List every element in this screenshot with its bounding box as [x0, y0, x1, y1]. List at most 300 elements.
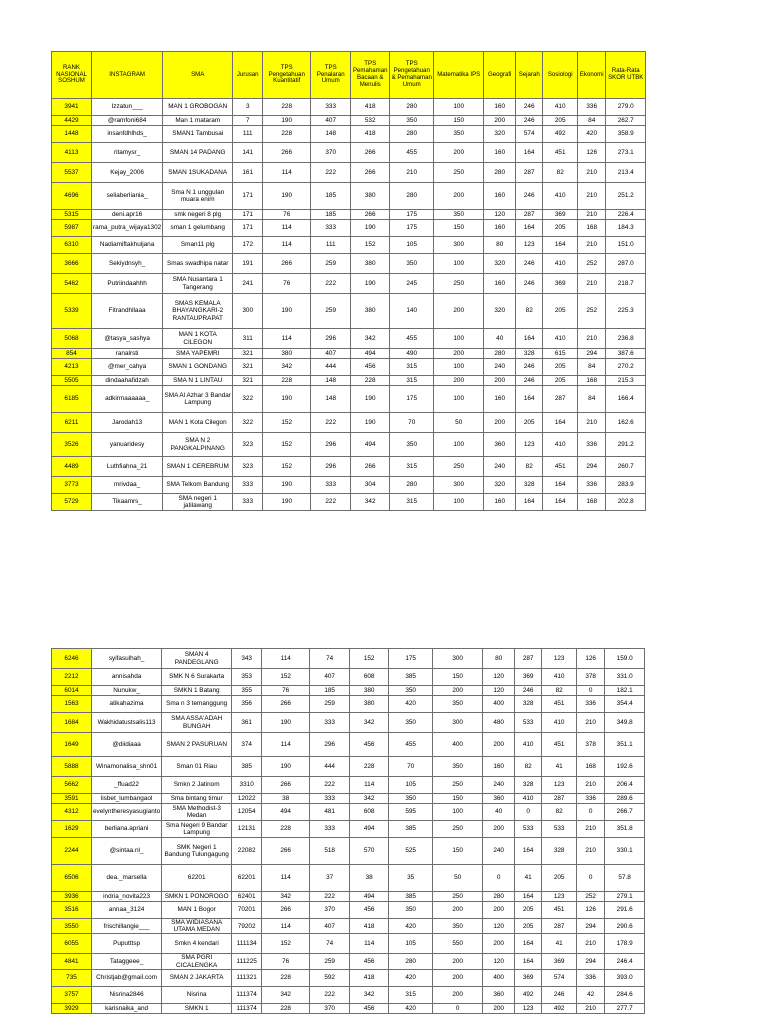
- cell-tps-pk: 228: [263, 126, 311, 143]
- cell-sejarah: 205: [515, 902, 542, 919]
- cell-sosiologi: 492: [543, 126, 578, 143]
- cell-school: SMAN 2 PASURUAN: [162, 733, 232, 757]
- table-row: [52, 649, 645, 669]
- cell-school: sman 1 gelumbang: [163, 220, 233, 237]
- cell-matematika-ips: 200: [433, 969, 483, 986]
- cell-tps-pk: 190: [263, 477, 311, 494]
- cell-instagram: rama_putra_wijaya1302: [92, 220, 163, 237]
- cell-geografi: 120: [483, 919, 515, 934]
- cell-school: SMAN 1 GONDANG: [163, 359, 233, 376]
- cell-geografi: 120: [484, 210, 516, 220]
- cell-sejarah: 533: [515, 821, 542, 838]
- cell-average-score: 213.4: [606, 163, 646, 183]
- cell-geografi: 280: [484, 349, 516, 359]
- cell-jurusan: 343: [232, 649, 262, 669]
- cell-tps-pu: 185: [310, 686, 350, 696]
- cell-matematika-ips: 200: [434, 294, 484, 329]
- cell-tps-pu: 74: [310, 649, 350, 669]
- cell-matematika-ips: 300: [433, 713, 483, 733]
- cell-tps-pu: 407: [311, 116, 351, 126]
- cell-tps-ppu: 280: [390, 99, 434, 116]
- cell-ekonomi: 168: [578, 494, 606, 511]
- cell-ekonomi: 336: [577, 794, 605, 804]
- cell-sosiologi: 533: [542, 821, 577, 838]
- column-header-ekonomi: Ekonomi: [578, 52, 606, 99]
- cell-jurusan: 62201: [232, 865, 262, 892]
- cell-rank: 4113: [52, 143, 92, 163]
- cell-average-score: 273.1: [606, 143, 646, 163]
- cell-average-score: 225.3: [606, 294, 646, 329]
- cell-tps-ppu: 175: [390, 386, 434, 413]
- table-row: [52, 116, 646, 126]
- cell-school: MAN 1 Bogor: [162, 902, 232, 919]
- cell-ekonomi: 126: [578, 143, 606, 163]
- cell-average-score: 184.3: [606, 220, 646, 237]
- cell-sejarah: 246: [516, 359, 543, 376]
- cell-tps-pk: 266: [263, 143, 311, 163]
- cell-matematika-ips: 300: [433, 649, 483, 669]
- cell-rank: 4696: [52, 183, 92, 210]
- cell-tps-ppu: 315: [390, 376, 434, 386]
- cell-tps-ppu: 315: [389, 986, 433, 1003]
- cell-tps-pu: 148: [311, 386, 351, 413]
- cell-sosiologi: 287: [543, 386, 578, 413]
- cell-tps-pu: 333: [311, 99, 351, 116]
- cell-tps-pk: 190: [263, 183, 311, 210]
- table-row: [52, 713, 645, 733]
- cell-geografi: 200: [484, 116, 516, 126]
- cell-matematika-ips: 100: [434, 494, 484, 511]
- cell-ekonomi: 378: [577, 733, 605, 757]
- cell-jurusan: 353: [232, 669, 262, 686]
- cell-jurusan: 141: [233, 143, 263, 163]
- cell-school: SMAN1 Tambusai: [163, 126, 233, 143]
- table-row: [52, 838, 645, 865]
- column-header-tps-pu: TPS Penalaran Umum: [311, 52, 351, 99]
- column-header-tps-pk: TPS Pengetahuan Kuantitatif: [263, 52, 311, 99]
- cell-tps-ppu: 455: [389, 733, 433, 757]
- cell-sejarah: 246: [516, 254, 543, 274]
- cell-instagram: seliaberliania_: [92, 183, 163, 210]
- cell-geografi: 360: [483, 794, 515, 804]
- cell-rank: 3936: [52, 892, 92, 902]
- cell-sosiologi: 205: [543, 294, 578, 329]
- cell-jurusan: 323: [233, 457, 263, 477]
- cell-instagram: Luthfiahna_21: [92, 457, 163, 477]
- cell-tps-pk: 190: [263, 386, 311, 413]
- cell-tps-pu: 296: [310, 733, 350, 757]
- cell-sejarah: 205: [515, 919, 542, 934]
- cell-sejarah: 164: [515, 934, 542, 954]
- cell-tps-pu: 259: [310, 696, 350, 713]
- cell-ekonomi: 126: [577, 902, 605, 919]
- cell-sosiologi: 410: [543, 183, 578, 210]
- cell-rank: 1563: [52, 696, 92, 713]
- cell-geografi: 200: [483, 902, 515, 919]
- cell-jurusan: 321: [233, 359, 263, 376]
- cell-tps-pu: 407: [310, 919, 350, 934]
- cell-tps-ppu: 245: [390, 274, 434, 294]
- cell-school: SMA ASSA'ADAH BUNGAH: [162, 713, 232, 733]
- cell-tps-pk: 114: [263, 237, 311, 254]
- cell-sosiologi: 451: [542, 902, 577, 919]
- cell-rank: 6055: [52, 934, 92, 954]
- cell-instagram: Jarodah13: [92, 413, 163, 433]
- cell-sejarah: 82: [516, 294, 543, 329]
- cell-matematika-ips: 300: [434, 237, 484, 254]
- cell-tps-pu: 333: [310, 794, 350, 804]
- table-row: [52, 696, 645, 713]
- cell-sosiologi: 615: [543, 349, 578, 359]
- cell-ekonomi: 210: [578, 329, 606, 349]
- cell-tps-pbm: 418: [351, 126, 390, 143]
- cell-sosiologi: 410: [543, 433, 578, 457]
- cell-matematika-ips: 100: [434, 386, 484, 413]
- table-row: [52, 494, 646, 511]
- cell-sejarah: 164: [516, 220, 543, 237]
- cell-rank: 4429: [52, 116, 92, 126]
- cell-instagram: @diidiaaa: [92, 733, 162, 757]
- cell-tps-pbm: 418: [351, 99, 390, 116]
- cell-average-score: 358.9: [606, 126, 646, 143]
- cell-instagram: Wakhidatustsalis113: [92, 713, 162, 733]
- column-header-sosiologi: Sosiologi: [543, 52, 578, 99]
- cell-average-score: 218.7: [606, 274, 646, 294]
- table-row: [52, 220, 646, 237]
- cell-tps-ppu: 280: [390, 183, 434, 210]
- cell-instagram: @ramfoni684: [92, 116, 163, 126]
- cell-geografi: 200: [483, 821, 515, 838]
- cell-instagram: _ffuad22: [92, 777, 162, 794]
- cell-tps-pk: 114: [262, 649, 310, 669]
- table-row: [52, 821, 645, 838]
- cell-tps-pu: 37: [310, 865, 350, 892]
- cell-sosiologi: 451: [542, 696, 577, 713]
- cell-tps-ppu: 105: [390, 237, 434, 254]
- cell-geografi: 80: [484, 237, 516, 254]
- cell-instagram: Tataggeee_: [92, 954, 162, 969]
- cell-sosiologi: 164: [543, 477, 578, 494]
- cell-tps-pbm: 342: [350, 794, 389, 804]
- cell-tps-pk: 114: [262, 733, 310, 757]
- cell-average-score: 351.8: [605, 821, 645, 838]
- cell-tps-pbm: 342: [351, 494, 390, 511]
- cell-geografi: 160: [484, 99, 516, 116]
- table-row: [52, 457, 646, 477]
- cell-matematika-ips: 200: [434, 376, 484, 386]
- header-row: [52, 52, 646, 99]
- cell-sejarah: 82: [516, 457, 543, 477]
- cell-tps-pbm: 570: [350, 838, 389, 865]
- cell-school: MAN 1 Kota Cilegon: [163, 413, 233, 433]
- cell-matematika-ips: 350: [433, 757, 483, 777]
- cell-jurusan: 3: [233, 99, 263, 116]
- cell-sejarah: 287: [516, 163, 543, 183]
- cell-rank: 5537: [52, 163, 92, 183]
- cell-school: SMKN 1: [162, 1003, 232, 1013]
- cell-tps-pbm: 380: [350, 686, 389, 696]
- cell-matematika-ips: 350: [434, 210, 484, 220]
- cell-tps-ppu: 350: [389, 713, 433, 733]
- cell-matematika-ips: 100: [434, 359, 484, 376]
- cell-sejarah: 246: [516, 183, 543, 210]
- cell-instagram: lisbet_lumbangaol: [92, 794, 162, 804]
- table-row: [52, 794, 645, 804]
- cell-tps-pk: 228: [262, 969, 310, 986]
- cell-matematika-ips: 150: [433, 794, 483, 804]
- cell-sosiologi: 369: [543, 274, 578, 294]
- cell-ekonomi: 378: [577, 669, 605, 686]
- cell-sejarah: 246: [516, 116, 543, 126]
- table-row: [52, 669, 645, 686]
- cell-school: SMA Methodist-3 Medan: [162, 804, 232, 821]
- table-row: [52, 757, 645, 777]
- cell-average-score: 251.2: [606, 183, 646, 210]
- cell-matematika-ips: 200: [433, 986, 483, 1003]
- cell-tps-ppu: 315: [390, 359, 434, 376]
- cell-school: SMK N 6 Surakarta: [162, 669, 232, 686]
- cell-geografi: 160: [484, 386, 516, 413]
- table-row: [52, 919, 645, 934]
- table-row: [52, 413, 646, 433]
- cell-sejarah: 123: [516, 433, 543, 457]
- cell-rank: 4489: [52, 457, 92, 477]
- cell-tps-ppu: 210: [390, 163, 434, 183]
- cell-tps-pk: 190: [262, 757, 310, 777]
- cell-school: 62201: [162, 865, 232, 892]
- table-row: [52, 359, 646, 376]
- cell-instagram: deni.apr16: [92, 210, 163, 220]
- cell-tps-pk: 152: [263, 457, 311, 477]
- cell-tps-pbm: 228: [350, 757, 389, 777]
- cell-average-score: 289.6: [605, 794, 645, 804]
- cell-average-score: 291.6: [605, 902, 645, 919]
- table-row: [52, 934, 645, 954]
- cell-tps-ppu: 420: [389, 1003, 433, 1013]
- cell-school: SMA N 2 PANGKALPINANG: [163, 433, 233, 457]
- cell-school: SMK Negeri 1 Bandung Tulungagung: [162, 838, 232, 865]
- cell-rank: 5505: [52, 376, 92, 386]
- cell-tps-pbm: 152: [350, 649, 389, 669]
- cell-tps-pbm: 380: [351, 294, 390, 329]
- cell-sosiologi: 410: [543, 99, 578, 116]
- cell-ekonomi: 336: [578, 433, 606, 457]
- cell-geografi: 200: [483, 934, 515, 954]
- cell-sosiologi: 287: [542, 794, 577, 804]
- cell-tps-pbm: 190: [351, 220, 390, 237]
- cell-geografi: 120: [483, 954, 515, 969]
- cell-sejarah: 328: [516, 477, 543, 494]
- cell-tps-pbm: 494: [350, 821, 389, 838]
- cell-tps-pk: 190: [263, 294, 311, 329]
- cell-instagram: evelyntheresyasugianto: [92, 804, 162, 821]
- cell-instagram: Nisrina2846: [92, 986, 162, 1003]
- column-header-tps-ppu: TPS Pengetahuan & Pemahaman Umum: [390, 52, 434, 99]
- cell-sosiologi: 246: [542, 986, 577, 1003]
- cell-rank: 5339: [52, 294, 92, 329]
- cell-matematika-ips: 250: [434, 274, 484, 294]
- cell-school: SMA Al Azhar 3 Bandar Lampung: [163, 386, 233, 413]
- cell-rank: 5662: [52, 777, 92, 794]
- cell-school: SMAN 2 JAKARTA: [162, 969, 232, 986]
- cell-jurusan: 161: [233, 163, 263, 183]
- cell-sosiologi: 164: [543, 494, 578, 511]
- cell-ekonomi: 210: [578, 413, 606, 433]
- table-row: [52, 477, 646, 494]
- cell-tps-ppu: 385: [389, 892, 433, 902]
- cell-tps-pk: 266: [262, 838, 310, 865]
- cell-tps-pbm: 494: [351, 349, 390, 359]
- cell-instagram: karisnaika_and: [92, 1003, 162, 1013]
- cell-ekonomi: 168: [578, 376, 606, 386]
- cell-ekonomi: 252: [578, 254, 606, 274]
- column-header-matematika-ips: Matematika IPS: [434, 52, 484, 99]
- cell-instagram: yanuaridesy: [92, 433, 163, 457]
- cell-average-score: 166.4: [606, 386, 646, 413]
- cell-school: SMAN 4 PANDEGLANG: [162, 649, 232, 669]
- cell-tps-pu: 185: [311, 183, 351, 210]
- cell-ekonomi: 210: [577, 821, 605, 838]
- cell-tps-pu: 74: [310, 934, 350, 954]
- cell-sejarah: 123: [516, 237, 543, 254]
- cell-ekonomi: 84: [578, 386, 606, 413]
- table-row: [52, 865, 645, 892]
- cell-tps-pbm: 228: [351, 376, 390, 386]
- cell-tps-pk: 266: [263, 254, 311, 274]
- table-row: [52, 183, 646, 210]
- cell-tps-pu: 222: [311, 494, 351, 511]
- cell-matematika-ips: 250: [433, 821, 483, 838]
- cell-jurusan: 171: [233, 220, 263, 237]
- cell-ekonomi: 84: [578, 359, 606, 376]
- cell-jurusan: 323: [233, 433, 263, 457]
- cell-jurusan: 191: [233, 254, 263, 274]
- cell-average-score: 284.6: [605, 986, 645, 1003]
- cell-geografi: 360: [484, 433, 516, 457]
- cell-average-score: 351.1: [605, 733, 645, 757]
- column-header-sejarah: Sejarah: [516, 52, 543, 99]
- cell-average-score: 279.0: [606, 99, 646, 116]
- cell-sejarah: 328: [516, 349, 543, 359]
- cell-tps-ppu: 140: [390, 294, 434, 329]
- cell-tps-pk: 228: [262, 1003, 310, 1013]
- cell-tps-ppu: 175: [390, 210, 434, 220]
- column-header-school: SMA: [163, 52, 233, 99]
- cell-tps-pbm: 456: [350, 902, 389, 919]
- cell-geografi: 320: [484, 126, 516, 143]
- cell-tps-ppu: 315: [390, 494, 434, 511]
- cell-tps-ppu: 280: [390, 126, 434, 143]
- cell-rank: 5462: [52, 274, 92, 294]
- cell-tps-pu: 407: [311, 349, 351, 359]
- cell-tps-pk: 228: [262, 821, 310, 838]
- cell-jurusan: 322: [233, 386, 263, 413]
- table-row: [52, 892, 645, 902]
- cell-tps-pk: 76: [263, 210, 311, 220]
- cell-matematika-ips: 550: [433, 934, 483, 954]
- cell-tps-pu: 296: [311, 329, 351, 349]
- cell-tps-ppu: 455: [390, 329, 434, 349]
- cell-geografi: 0: [483, 865, 515, 892]
- cell-matematika-ips: 100: [434, 99, 484, 116]
- ranking-table-page-1: [51, 51, 646, 511]
- cell-tps-pu: 222: [311, 274, 351, 294]
- cell-ekonomi: 210: [577, 934, 605, 954]
- cell-tps-pk: 342: [262, 986, 310, 1003]
- cell-tps-pk: 76: [262, 954, 310, 969]
- cell-tps-ppu: 420: [389, 696, 433, 713]
- cell-tps-pk: 114: [263, 163, 311, 183]
- cell-ekonomi: 210: [578, 183, 606, 210]
- table-row: [52, 686, 645, 696]
- cell-tps-pbm: 152: [351, 237, 390, 254]
- cell-jurusan: 111321: [232, 969, 262, 986]
- cell-tps-ppu: 35: [389, 865, 433, 892]
- cell-tps-pbm: 380: [351, 254, 390, 274]
- cell-school: Smas swadhipa natar: [163, 254, 233, 274]
- cell-school: SMAN 14 PADANG: [163, 143, 233, 163]
- cell-matematika-ips: 100: [434, 433, 484, 457]
- cell-geografi: 280: [484, 163, 516, 183]
- cell-geografi: 280: [483, 892, 515, 902]
- cell-tps-pk: 152: [262, 934, 310, 954]
- cell-sosiologi: 410: [543, 329, 578, 349]
- cell-tps-ppu: 350: [390, 254, 434, 274]
- cell-sosiologi: 205: [543, 359, 578, 376]
- cell-sejarah: 164: [515, 838, 542, 865]
- cell-jurusan: 62401: [232, 892, 262, 902]
- cell-instagram: atikahazima: [92, 696, 162, 713]
- cell-geografi: 120: [483, 686, 515, 696]
- cell-instagram: annaa_3124: [92, 902, 162, 919]
- cell-tps-pk: 114: [262, 919, 310, 934]
- cell-matematika-ips: 250: [433, 892, 483, 902]
- cell-geografi: 120: [483, 669, 515, 686]
- cell-tps-pbm: 418: [350, 919, 389, 934]
- cell-sosiologi: 369: [543, 210, 578, 220]
- table-row: [52, 433, 646, 457]
- column-header-tps-pbm: TPS Pemahaman Bacaan & Menulis: [351, 52, 390, 99]
- cell-rank: 3516: [52, 902, 92, 919]
- cell-matematika-ips: 100: [433, 804, 483, 821]
- cell-school: Man 1 mataram: [163, 116, 233, 126]
- cell-rank: 4213: [52, 359, 92, 376]
- cell-tps-pu: 259: [311, 294, 351, 329]
- cell-tps-pu: 148: [311, 126, 351, 143]
- cell-tps-pk: 342: [262, 892, 310, 902]
- cell-tps-ppu: 105: [389, 777, 433, 794]
- cell-rank: 5888: [52, 757, 92, 777]
- cell-sosiologi: 492: [542, 1003, 577, 1013]
- cell-ekonomi: 0: [577, 804, 605, 821]
- cell-instagram: adkirmaaaaaa_: [92, 386, 163, 413]
- cell-rank: 3941: [52, 99, 92, 116]
- cell-instagram: Fitrandhllaaa: [92, 294, 163, 329]
- table-row: [52, 986, 645, 1003]
- cell-sejarah: 287: [516, 210, 543, 220]
- cell-rank: 3929: [52, 1003, 92, 1013]
- cell-matematika-ips: 150: [433, 669, 483, 686]
- cell-tps-pk: 266: [262, 902, 310, 919]
- cell-jurusan: 79202: [232, 919, 262, 934]
- cell-tps-pbm: 456: [351, 359, 390, 376]
- cell-rank: 4312: [52, 804, 92, 821]
- cell-matematika-ips: 200: [433, 902, 483, 919]
- cell-rank: 5729: [52, 494, 92, 511]
- cell-matematika-ips: 50: [433, 865, 483, 892]
- cell-school: smk negeri 8 plg: [163, 210, 233, 220]
- cell-tps-pu: 222: [311, 163, 351, 183]
